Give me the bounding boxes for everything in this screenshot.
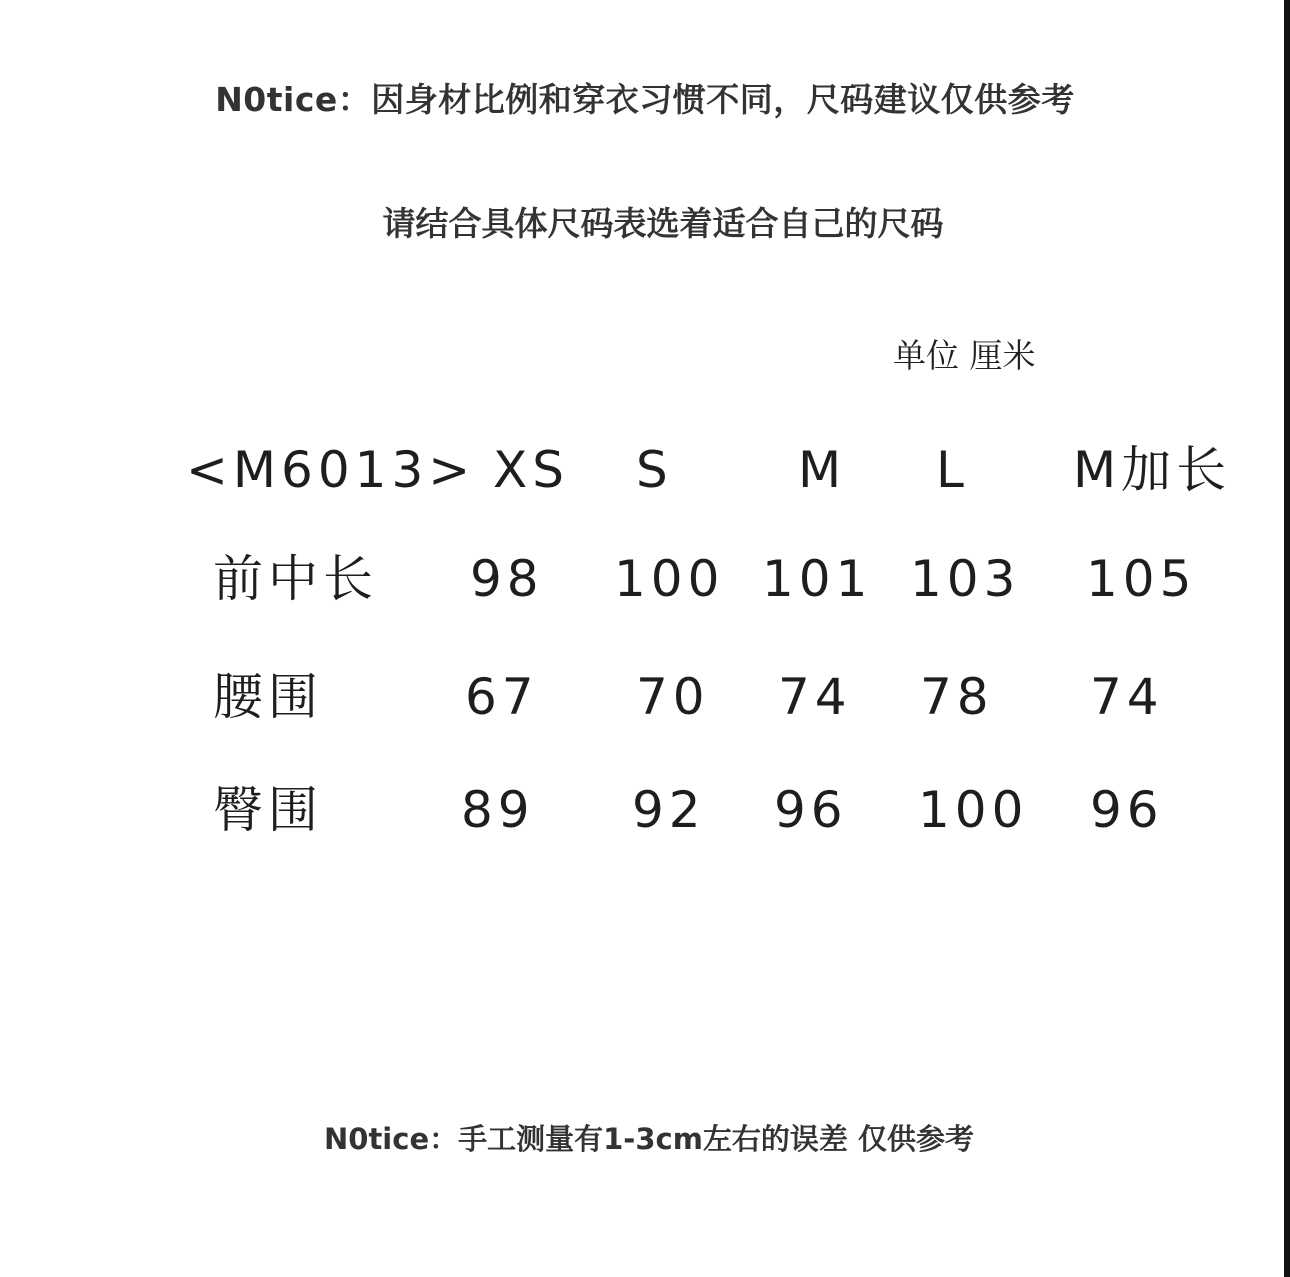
notice-footer: N0tice：手工测量有1-3cm左右的误差 仅供参考 [324,1122,975,1156]
right-border [1284,0,1290,1277]
table-cell: 98 [470,550,544,608]
notice-subheader: 请结合具体尺码表选着适合自己的尺码 [382,204,944,243]
table-cell: 101 [762,550,873,608]
unit-label: 单位 厘米 [893,336,1036,375]
table-cell: 96 [774,781,848,839]
size-header-m-long: M加长 [1073,441,1232,499]
table-cell: 70 [636,668,710,726]
size-header-xs: XS [493,441,569,499]
model-code: <M6013> [186,441,476,499]
table-cell: 74 [1090,668,1164,726]
table-cell: 100 [918,781,1029,839]
table-cell: 100 [614,550,725,608]
table-cell: 67 [465,668,539,726]
row-label-hip: 臀围 [213,781,323,839]
table-cell: 103 [910,550,1021,608]
row-label-waist: 腰围 [213,668,323,726]
size-header-s: S [636,441,673,499]
table-cell: 96 [1090,781,1164,839]
table-cell: 105 [1086,550,1197,608]
table-cell: 89 [461,781,535,839]
row-label-front-length: 前中长 [213,550,378,608]
table-cell: 74 [778,668,852,726]
table-cell: 92 [632,781,706,839]
size-header-m: M [798,441,847,499]
table-cell: 78 [920,668,994,726]
notice-header: N0tice：因身材比例和穿衣习惯不同，尺码建议仅供参考 [215,80,1075,119]
size-header-l: L [936,441,969,499]
